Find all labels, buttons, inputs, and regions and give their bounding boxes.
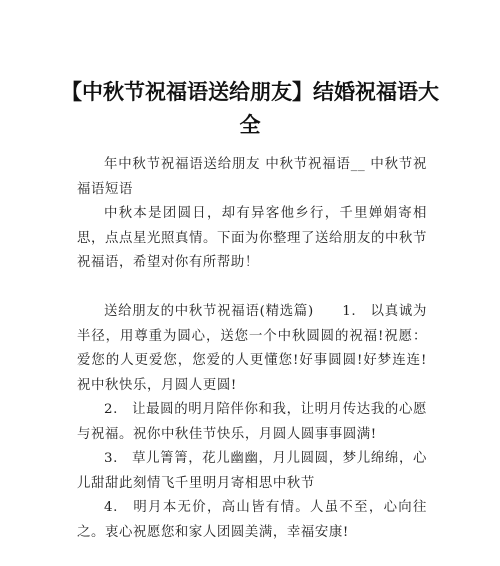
wish-paragraph-3: 3. 草儿箐箐，花儿幽幽，月儿圆圆，梦儿绵绵，心儿甜甜此刻情飞千里明月寄相思中秋节 xyxy=(77,451,427,491)
document-title: 【中秋节祝福语送给朋友】结婚祝福语大全 xyxy=(61,80,439,137)
blank-line xyxy=(77,276,427,301)
intro-description: 中秋本是团圆日，却有异客他乡行，千里婵娟寄相思，点点星光照真情。下面为你整理了送给朋友的中秋节祝福语，希望对你有所帮助！ xyxy=(77,206,427,270)
document-body xyxy=(77,153,427,545)
intro-paragraph: 年中秋节祝福语送给朋友 中秋节祝福语__ 中秋节祝福语短语 xyxy=(77,157,427,197)
wish-paragraph-4: 4. 明月本无价，高山皆有情。人虽不至，心向往之。衷心祝愿您和家人团圆美满，幸福安康! xyxy=(77,500,427,540)
wish-paragraph-1: 送给朋友的中秋节祝福语(精选篇) 1. 以真诚为半径，用尊重为圆心，送您一个中秋圆圆的祝福!祝愿：爱您的人更爱您，您爱的人更懂您!好事圆圆!好梦连连!祝中秋快乐，月圆人更圆! xyxy=(77,304,427,393)
wish-paragraph-2: 2. 让最圆的明月陪伴你和我，让明月传达我的心愿与祝福。祝你中秋佳节快乐，月圆人圆事事圆满! xyxy=(77,402,427,442)
